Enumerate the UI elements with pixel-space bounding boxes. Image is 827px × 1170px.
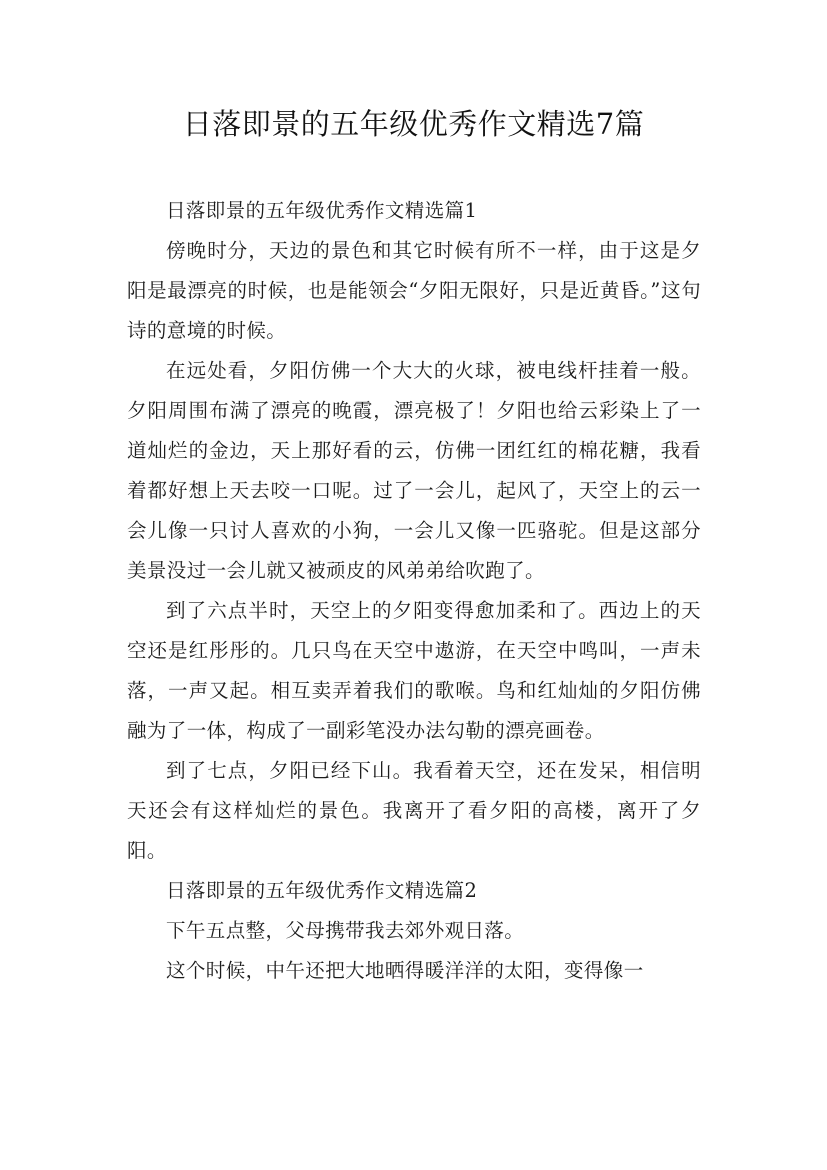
paragraph: 到了七点，夕阳已经下山。我看着天空，还在发呆，相信明天还会有这样灿烂的景色。我离开了看夕阳的高楼，离开了夕阳。 xyxy=(127,759,701,862)
document-title: 日落即景的五年级优秀作文精选7篇 xyxy=(182,107,645,141)
document-body xyxy=(127,191,701,991)
paragraph: 傍晚时分，天边的景色和其它时候有所不一样，由于这是夕阳是最漂亮的时候，也是能领会“夕阳无限好，只是近黄昏。”这句诗的意境的时候。 xyxy=(127,239,701,342)
section-heading-2: 日落即景的五年级优秀作文精选篇2 xyxy=(166,879,478,902)
paragraph: 到了六点半时，天空上的夕阳变得愈加柔和了。西边上的天空还是红彤彤的。几只鸟在天空中遨游，在天空中鸣叫，一声未落，一声又起。相互卖弄着我们的歌喉。鸟和红灿灿的夕阳仿佛融为了一体，构成了一副彩笔没办法勾勒的漂亮画卷。 xyxy=(127,599,701,742)
section-heading-1: 日落即景的五年级优秀作文精选篇1 xyxy=(166,199,478,222)
paragraph: 在远处看，夕阳仿佛一个大大的火球，被电线杆挂着一般。夕阳周围布满了漂亮的晚霞，漂亮极了！夕阳也给云彩染上了一道灿烂的金边，天上那好看的云，仿佛一团红红的棉花糖，我看着都好想上天去咬一口呢。过了一会儿，起风了，天空上的云一会儿像一只讨人喜欢的小狗，一会儿又像一匹骆驼。但是这部分美景没过一会儿就又被顽皮的风弟弟给吹跑了。 xyxy=(127,359,701,582)
paragraph: 这个时候，中午还把大地晒得暖洋洋的太阳，变得像一 xyxy=(166,959,644,982)
paragraph: 下午五点整，父母携带我去郊外观日落。 xyxy=(166,919,525,942)
